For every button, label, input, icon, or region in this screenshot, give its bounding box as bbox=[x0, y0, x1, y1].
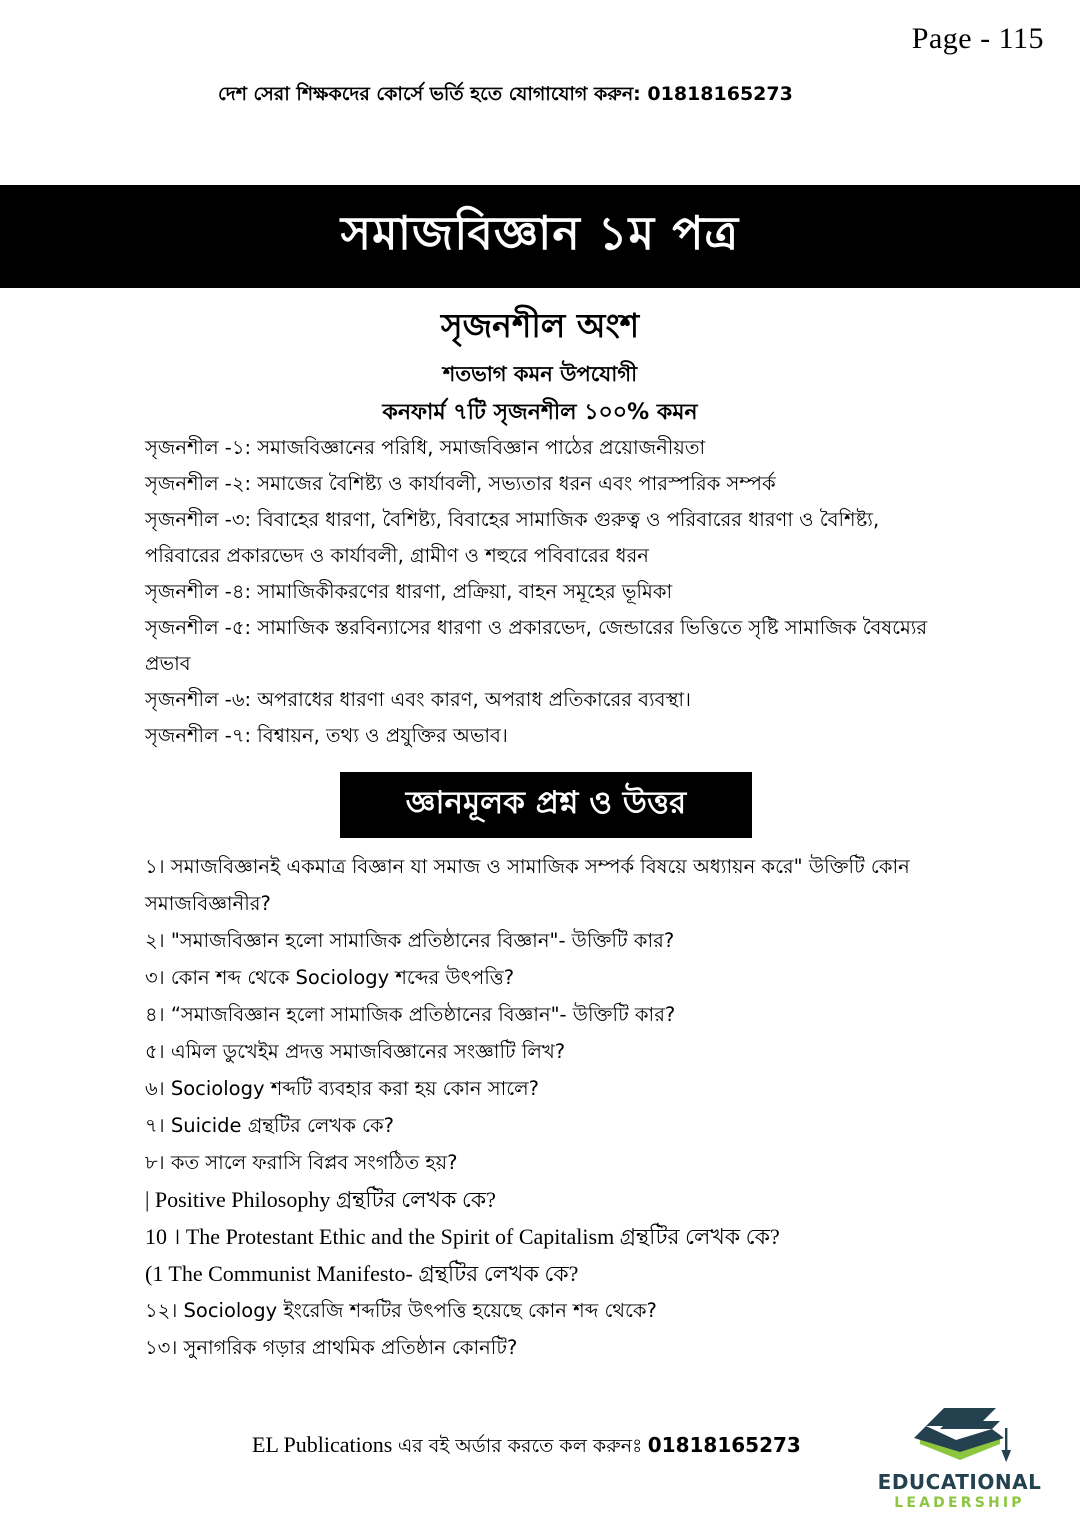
knowledge-questions-banner bbox=[340, 772, 752, 838]
list-item: ২। "সমাজবিজ্ঞান হলো সামাজিক প্রতিষ্ঠানের বিজ্ঞান"- উক্তিটি কার? bbox=[145, 929, 675, 952]
list-item: ৮। কত সালে ফরাসি বিপ্লব সংগঠিত হয়? bbox=[145, 1151, 458, 1174]
list-item: সৃজনশীল -৪: সামাজিকীকরণের ধারণা, প্রক্রিয়া, বাহন সমূহের ভূমিকা bbox=[145, 580, 673, 603]
creative-question-list bbox=[145, 430, 935, 754]
list-item: সৃজনশীল -৩: বিবাহের ধারণা, বৈশিষ্ট্য, বিবাহের সামাজিক গুরুত্ব ও পরিবারের ধারণা ও বৈশিষ্ট্য, পরিবারের প্রকারভেদ ও কার্যাবলী, গ্রামীণ ও শহুরে পবিবারের ধরন bbox=[145, 508, 880, 567]
list-item: ১। সমাজবিজ্ঞানই একমাত্র বিজ্ঞান যা সমাজ ও সামাজিক সম্পর্ক বিষয়ে অধ্যায়ন করে" উক্তিটি কোন bbox=[145, 855, 910, 878]
page-number: Page - 115 bbox=[911, 22, 1044, 55]
list-item: ৫। এমিল ডুখেইম প্রদত্ত সমাজবিজ্ঞানের সংজ্ঞাটি লিখ? bbox=[145, 1040, 566, 1063]
list-item: ৭। Suicide গ্রন্থটির লেখক কে? bbox=[145, 1114, 394, 1137]
graduation-cap-icon bbox=[904, 1404, 1016, 1468]
list-item: ১২। Sociology ইংরেজি শব্দটির উৎপত্তি হয়েছে কোন শব্দ থেকে? bbox=[145, 1299, 657, 1322]
list-item: সমাজবিজ্ঞানীর? bbox=[145, 892, 271, 915]
section-heading-creative: সৃজনশীল অংশ bbox=[440, 306, 640, 345]
list-item: 10 । The Protestant Ethic and the Spirit of Capitalism গ্রন্থটির লেখক কে? bbox=[145, 1224, 780, 1249]
promo-contact-line: দেশ সেরা শিক্ষকদের কোর্সে ভর্তি হতে যোগাযোগ করুন: 01818165273 bbox=[218, 83, 793, 105]
paper-title-band bbox=[0, 185, 1080, 288]
list-item: সৃজনশীল -৭: বিশ্বায়ন, তথ্য ও প্রযুক্তির অভাব। bbox=[145, 724, 508, 747]
footer-publisher: EL Publications bbox=[252, 1432, 393, 1457]
list-item: | Positive Philosophy গ্রন্থটির লেখক কে? bbox=[145, 1187, 496, 1212]
list-item: সৃজনশীল -৬: অপরাধের ধারণা এবং কারণ, অপরাধ প্রতিকারের ব্যবস্থা। bbox=[145, 688, 692, 711]
footer-order-line bbox=[252, 1432, 801, 1464]
list-item: ৩। কোন শব্দ থেকে Sociology শব্দের উৎপত্তি? bbox=[145, 966, 515, 989]
list-item: ৬। Sociology শব্দটি ব্যবহার করা হয় কোন সালে? bbox=[145, 1077, 539, 1100]
subheading-confirm-common: কনফার্ম ৭টি সৃজনশীল ১০০% কমন bbox=[382, 400, 698, 425]
knowledge-questions-banner-label: জ্ঞানমূলক প্রশ্ন ও উত্তর bbox=[405, 785, 687, 821]
logo-word-leadership: LEADERSHIP bbox=[894, 1495, 1025, 1511]
knowledge-question-list bbox=[145, 848, 945, 1366]
list-item: (1 The Communist Manifesto- গ্রন্থটির লেখক কে? bbox=[145, 1261, 579, 1286]
list-item: সৃজনশীল -১: সমাজবিজ্ঞানের পরিধি, সমাজবিজ্ঞান পাঠের প্রয়োজনীয়তা bbox=[145, 436, 706, 459]
educational-leadership-logo bbox=[867, 1404, 1052, 1511]
footer-order-text: এর বই অর্ডার করতে কল করুনঃ bbox=[397, 1435, 643, 1457]
paper-title: সমাজবিজ্ঞান ১ম পত্র bbox=[340, 205, 740, 260]
logo-word-educational: EDUCATIONAL bbox=[877, 1470, 1042, 1494]
list-item: ৪। “সমাজবিজ্ঞান হলো সামাজিক প্রতিষ্ঠানের বিজ্ঞান"- উক্তিটি কার? bbox=[145, 1003, 676, 1026]
footer-phone: 01818165273 bbox=[647, 1433, 801, 1457]
list-item: সৃজনশীল -৫: সামাজিক স্তরবিন্যাসের ধারণা ও প্রকারভেদ, জেন্ডারের ভিত্তিতে সৃষ্টি সামাজিক বৈষম্যের প্রভাব bbox=[145, 616, 928, 675]
list-item: ১৩। সুনাগরিক গড়ার প্রাথমিক প্রতিষ্ঠান কোনটি? bbox=[145, 1336, 518, 1359]
list-item: সৃজনশীল -২: সমাজের বৈশিষ্ট্য ও কার্যাবলী, সভ্যতার ধরন এবং পারস্পরিক সম্পর্ক bbox=[145, 472, 776, 495]
subheading-common-suitability: শতভাগ কমন উপযোগী bbox=[442, 362, 638, 386]
